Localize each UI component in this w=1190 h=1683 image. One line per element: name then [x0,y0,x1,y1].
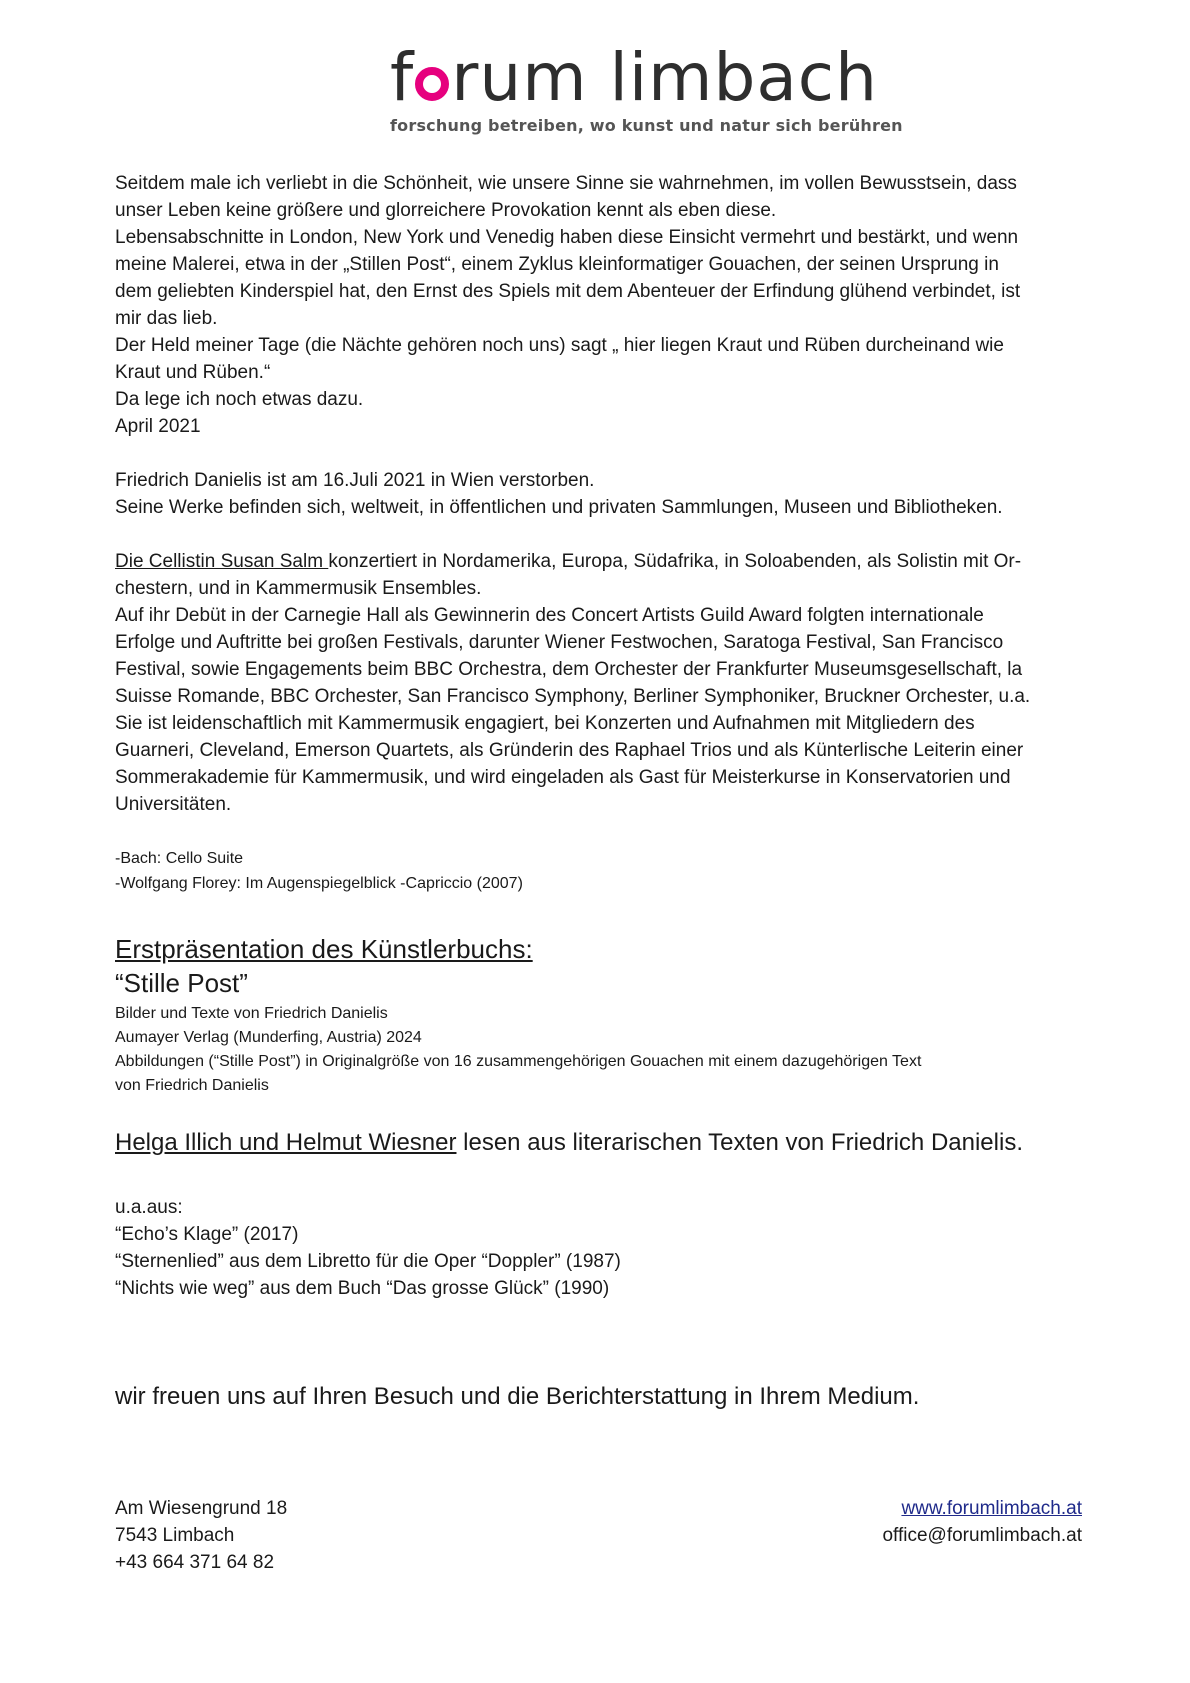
text-line: Kraut und Rüben.“ [115,362,271,383]
obituary-paragraph [115,467,1085,521]
text-line: meine Malerei, etwa in der „Stillen Post“, einem Zyklus kleinformatiger Gouachen, der seinen Ursprung in [115,254,999,275]
invitation-text: wir freuen uns auf Ihren Besuch und die Berichterstattung in Ihrem Medium. [115,1383,920,1410]
works-list [115,846,1085,896]
artist-statement [115,170,1085,440]
text-line: Da lege ich noch etwas dazu. [115,389,364,410]
readers-link[interactable]: Helga Illich und Helmut Wiesner [115,1129,457,1156]
book-title: “Stille Post” [115,968,248,998]
website-link[interactable]: www.forumlimbach.at [901,1498,1082,1519]
logo-wordmark [390,38,878,118]
selection-label: u.a.aus: [115,1197,183,1218]
text-line: Suisse Romande, BBC Orchester, San Francisco Symphony, Berliner Symphoniker, Bruckner Orchester, u.a. [115,686,1031,707]
text-line: Festival, sowie Engagements beim BBC Orchestra, dem Orchester der Frankfurter Museumsgesellschaft, la [115,659,1023,680]
address-phone: +43 664 371 64 82 [115,1552,275,1573]
text-line: Erfolge und Auftritte bei großen Festivals, darunter Wiener Festwochen, Saratoga Festival, San Francisco [115,632,1004,653]
reading-selection [115,1194,1085,1302]
list-item: -Wolfgang Florey: Im Augenspiegelblick -Capriccio (2007) [115,875,523,892]
text-line: Sie ist leidenschaftlich mit Kammermusik engagiert, bei Konzerten und Aufnahmen mit Mitgliedern des [115,713,975,734]
text-line: Bilder und Texte von Friedrich Danielis [115,1005,388,1022]
address-city: 7543 Limbach [115,1525,235,1546]
statement-date: April 2021 [115,416,201,437]
text-line: Lebensabschnitte in London, New York und Venedig haben diese Einsicht vermehrt und bestärkt, und wenn [115,227,1019,248]
text-line: Seitdem male ich verliebt in die Schönheit, wie unsere Sinne sie wahrnehmen, im vollen Bewusstsein, dass [115,173,1017,194]
footer-contact [882,1495,1082,1549]
main-content [115,170,1085,1302]
text-line: Der Held meiner Tage (die Nächte gehören noch uns) sagt „ hier liegen Kraut und Rüben durcheinand wie [115,335,1004,356]
text-line: chestern, und in Kammermusik Ensembles. [115,578,482,599]
logo-letter-f: f [390,39,415,116]
logo-ring-icon [415,67,449,101]
address-street: Am Wiesengrund 18 [115,1498,288,1519]
text-line: Guarneri, Cleveland, Emerson Quartets, als Gründerin des Raphael Trios und als Künterlische Leiterin einer [115,740,1024,761]
cellist-bio [115,548,1085,818]
text-line: mir das lieb. [115,308,218,329]
text-line: Universitäten. [115,794,232,815]
reading-text: lesen aus literarischen Texten von Friedrich Danielis. [456,1129,1023,1156]
text-line: unser Leben keine größere und glorreichere Provokation kennt als eben diese. [115,200,777,221]
book-info [115,1002,1085,1098]
text-line: von Friedrich Danielis [115,1077,269,1094]
logo-wordmark-rest: rum limbach [451,39,878,116]
reading-announcement [115,1126,1085,1160]
text-line [115,548,1085,575]
list-item: “Echo’s Klage” (2017) [115,1224,299,1245]
book-heading: Erstpräsentation des Künstlerbuchs: [115,934,533,964]
logo-tagline: forschung betreiben, wo kunst und natur sich berühren [390,116,903,135]
footer-address [115,1495,287,1576]
text-line: Abbildungen (“Stille Post”) in Originalgröße von 16 zusammengehörigen Gouachen mit einem dazugehörigen Text [115,1053,922,1070]
text-line: Sommerakademie für Kammermusik, und wird eingeladen als Gast für Meisterkurse in Konservatorien und [115,767,1011,788]
list-item: “Nichts wie weg” aus dem Buch “Das grosse Glück” (1990) [115,1278,610,1299]
cellist-name-link[interactable]: Die Cellistin Susan Salm [115,551,329,572]
list-item: -Bach: Cello Suite [115,850,244,867]
text-line: Aumayer Verlag (Munderfing, Austria) 2024 [115,1029,422,1046]
text-line-rest: konzertiert in Nordamerika, Europa, Südafrika, in Soloabenden, als Solistin mit Or- [328,551,1022,572]
text-line: Friedrich Danielis ist am 16.Juli 2021 in Wien verstorben. [115,470,595,491]
text-line: Seine Werke befinden sich, weltweit, in öffentlichen und privaten Sammlungen, Museen und Bibliotheken. [115,497,1003,518]
forum-limbach-logo [390,38,903,135]
email-address[interactable]: office@forumlimbach.at [882,1525,1082,1546]
text-line: dem geliebten Kinderspiel hat, den Ernst des Spiels mit dem Abenteuer der Erfindung glühend verbindet, ist [115,281,1021,302]
text-line: Auf ihr Debüt in der Carnegie Hall als Gewinnerin des Concert Artists Guild Award folgten internationale [115,605,984,626]
list-item: “Sternenlied” aus dem Libretto für die Oper “Doppler” (1987) [115,1251,621,1272]
